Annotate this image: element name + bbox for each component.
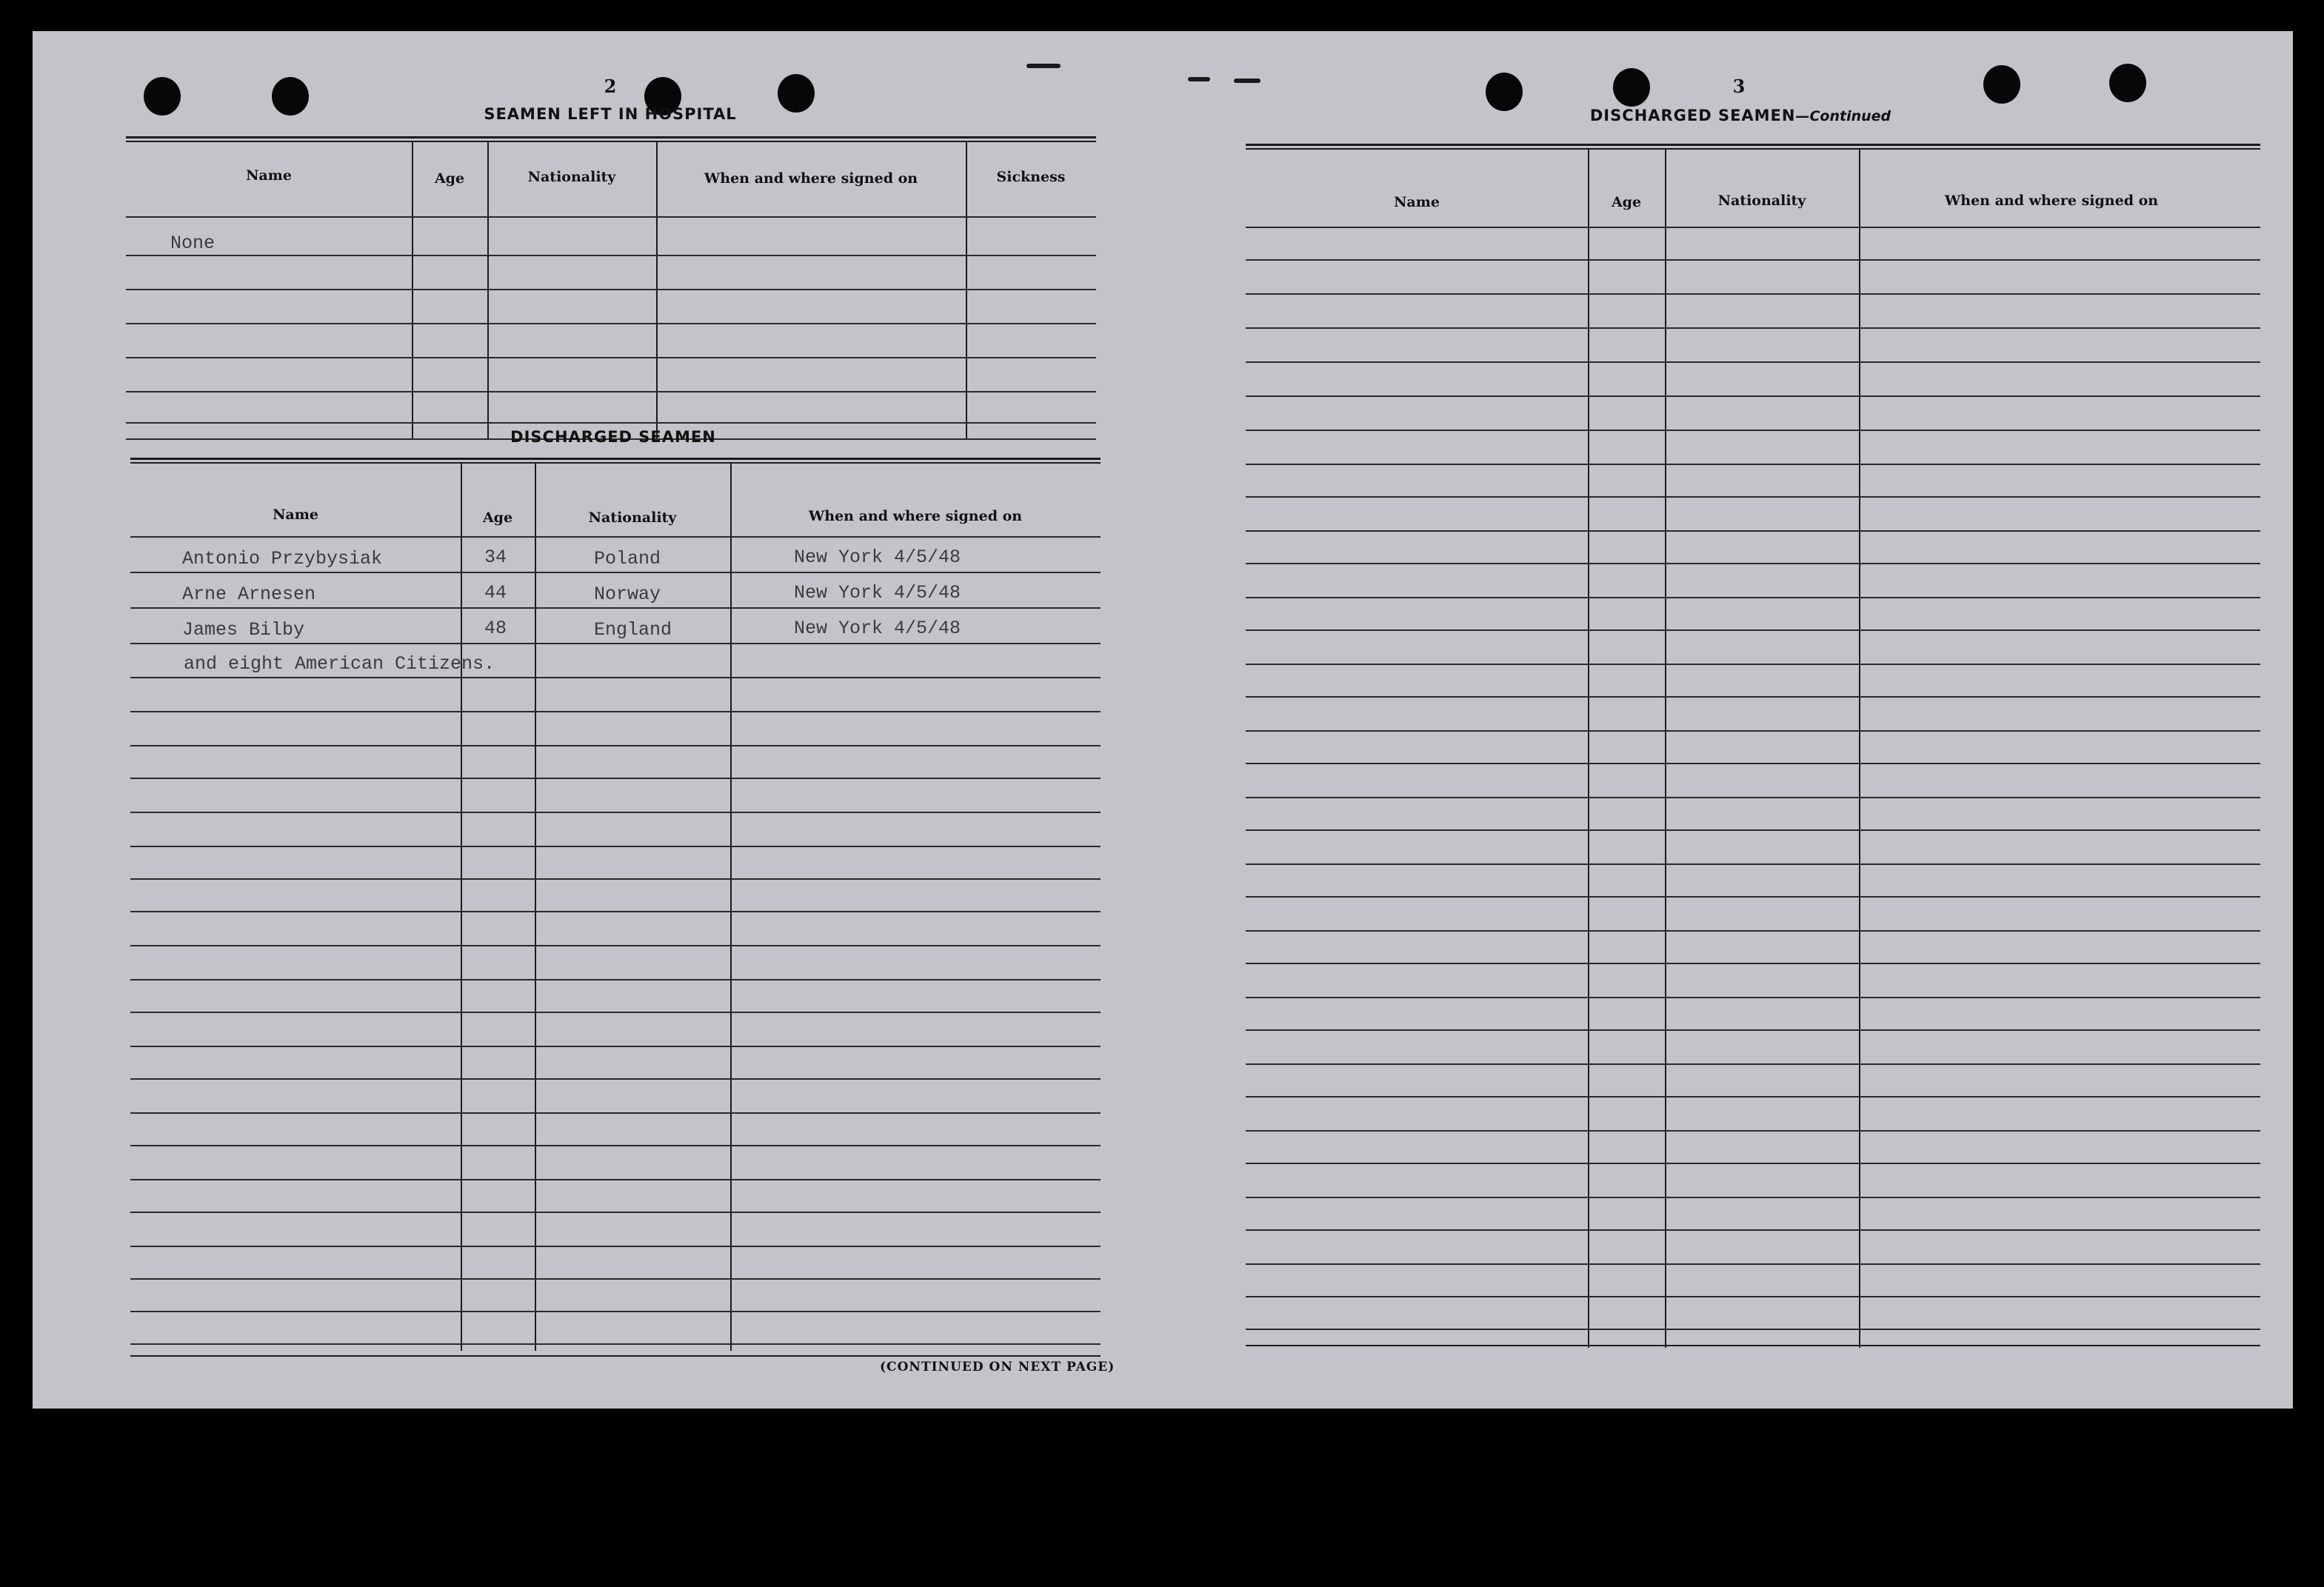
discharged-row-1-nationality: Poland (594, 548, 661, 569)
continued-header-nationality: Nationality (1717, 193, 1806, 209)
page-number-left: 2 (604, 76, 617, 97)
discharged-row-3-name: James Bilby (182, 619, 305, 641)
hospital-header-sickness: Sickness (996, 169, 1066, 185)
continued-on-next-page: (CONTINUED ON NEXT PAGE) (880, 1360, 1115, 1374)
discharged-note: and eight American Citizens. (184, 653, 495, 675)
document-sheet (33, 31, 2293, 1409)
continued-header-signed-on: When and where signed on (1944, 193, 2159, 209)
discharged-row-3-age: 48 (484, 618, 507, 639)
continued-header-age: Age (1611, 194, 1642, 210)
hospital-table (126, 136, 1096, 440)
discharged-row-3-nationality: England (594, 619, 672, 641)
discharged-header-name: Name (273, 507, 318, 523)
hospital-header-age: Age (434, 170, 465, 187)
discharged-continued-title (1590, 107, 1891, 124)
discharged-row-1-name: Antonio Przybysiak (182, 548, 383, 569)
punch-hole (1613, 68, 1650, 107)
discharged-row-2-nationality: Norway (594, 584, 661, 605)
hospital-header-name: Name (246, 167, 292, 184)
discharged-continued-title-suffix: —Continued (1795, 108, 1891, 124)
discharged-header-signed-on: When and where signed on (808, 508, 1023, 524)
hospital-entry: None (170, 233, 216, 254)
ink-smudge (1234, 78, 1260, 83)
discharged-header-nationality: Nationality (588, 509, 677, 526)
discharged-header-age: Age (482, 509, 513, 526)
discharged-continued-title-main: DISCHARGED SEAMEN (1589, 107, 1796, 124)
punch-hole (2109, 64, 2146, 102)
discharged-section-title: DISCHARGED SEAMEN (510, 428, 716, 446)
punch-hole (1983, 65, 2020, 104)
ink-smudge (1188, 77, 1210, 81)
hospital-header-signed-on: When and where signed on (704, 170, 918, 187)
discharged-continued-table (1246, 144, 2260, 1388)
page-number-right: 3 (1732, 76, 1746, 97)
ink-smudge (1026, 64, 1061, 68)
discharged-row-1-signed-on: New York 4/5/48 (794, 547, 961, 568)
punch-hole (1486, 73, 1523, 111)
punch-hole (144, 77, 181, 116)
discharged-row-3-signed-on: New York 4/5/48 (794, 618, 961, 639)
discharged-row-2-age: 44 (484, 582, 507, 604)
discharged-row-2-signed-on: New York 4/5/48 (794, 582, 961, 604)
punch-hole (778, 74, 815, 113)
discharged-row-2-name: Arne Arnesen (182, 584, 316, 605)
discharged-row-1-age: 34 (484, 547, 507, 568)
hospital-header-nationality: Nationality (527, 169, 616, 185)
punch-hole (272, 77, 309, 116)
continued-header-name: Name (1394, 194, 1440, 210)
hospital-section-title: SEAMEN LEFT IN HOSPITAL (484, 105, 737, 123)
discharged-table (130, 458, 1101, 1382)
